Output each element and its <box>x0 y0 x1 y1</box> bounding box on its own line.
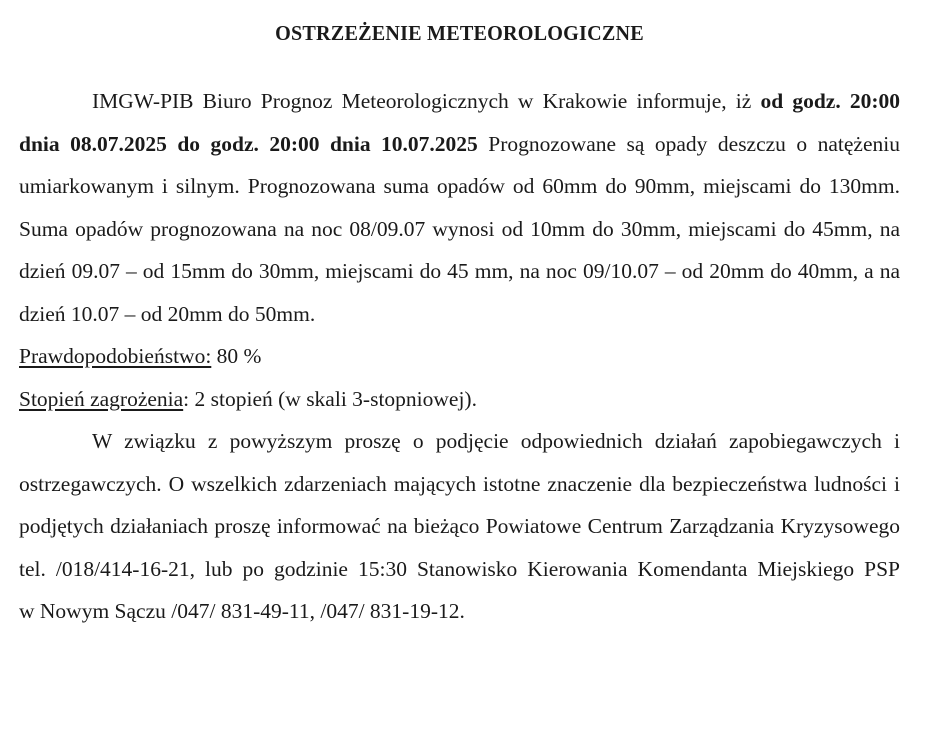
probability-line <box>19 335 900 378</box>
threat-level-line <box>19 378 900 421</box>
probability-label: Prawdopodobieństwo: <box>19 344 212 368</box>
instructions-paragraph: W związku z powyższym proszę o podjęcie odpowiednich działań zapobiegawczych i ostrzegawczych. O wszelkich zdarzeniach mających istotne znaczenie dla bezpieczeństwa ludności i podjętych działaniach proszę informować na bieżąco Powiatowe Centrum Zarządzania Kryzysowego tel. /018/414-16-21, lub po godzinie 15:30 Stanowisko Kierowania Komendanta Miejskiego PSP <box>19 429 900 581</box>
warning-paragraph <box>19 80 900 335</box>
document-title: OSTRZEŻENIE METEOROLOGICZNE <box>275 21 644 45</box>
threat-level-label: Stopień zagrożenia <box>19 386 184 411</box>
instructions-paragraph-last-line: w Nowym Sączu /047/ 831-49-11, /047/ 831-19-12. <box>19 599 465 623</box>
warning-period: od godz. 20:00 dnia 08.07.2025 do godz. 20:00 dnia 10.07.2025 <box>19 89 901 156</box>
probability-value: 80 % <box>211 344 262 368</box>
warning-intro: IMGW-PIB Biuro Prognoz Meteorologicznych w Krakowie informuje, iż <box>92 89 761 113</box>
threat-level-value: : 2 stopień (w skali 3-stopniowej). <box>183 386 477 411</box>
warning-body: Prognozowane są opady deszczu o natężeniu umiarkowanym i silnym. Prognozowana suma opadów od 60mm do 90mm, miejscami do 130mm. Suma opadów prognozowana na noc 08/09.07 wynosi od 10mm do 30mm, miejscami do 45mm, na dzień 09.07 – od 15mm do 30mm, miejscami do 45 mm, na noc 09/10.07 – od 20mm do 40mm, a na dzień 10.07 – od 20mm do 50mm. <box>19 131 900 326</box>
